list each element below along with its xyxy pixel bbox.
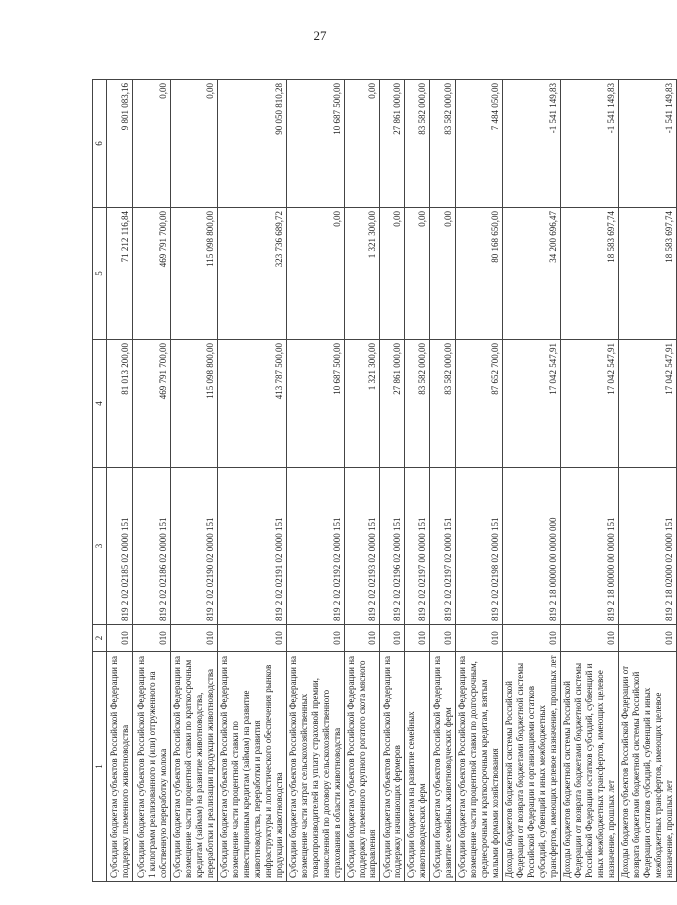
column-header: 1 xyxy=(93,652,107,882)
row-value-col6: -1 541 149,83 xyxy=(618,80,676,208)
row-code: 010 xyxy=(430,625,456,652)
row-value-col4: 81 013 200,00 xyxy=(107,340,133,468)
row-budget-code: 819 2 02 02196 02 0000 151 xyxy=(380,468,405,625)
row-budget-code: 819 2 02 02197 02 0000 151 xyxy=(430,468,456,625)
row-code: 010 xyxy=(107,625,133,652)
row-budget-code: 819 2 02 02197 00 0000 151 xyxy=(405,468,430,625)
row-description: Субсидии бюджетам субъектов Российской Федерации на поддержку племенного крупного рогатого скота мясного направления xyxy=(344,652,380,882)
row-value-col5: 0,00 xyxy=(430,208,456,340)
row-value-col5: 34 200 696,47 xyxy=(503,208,561,340)
row-value-col6: 27 861 000,00 xyxy=(380,80,405,208)
row-code: 010 xyxy=(405,625,430,652)
row-budget-code: 819 2 02 02193 02 0000 151 xyxy=(344,468,380,625)
row-value-col5: 18 583 697,74 xyxy=(561,208,619,340)
row-value-col4: 83 582 000,00 xyxy=(430,340,456,468)
row-description: Доходы бюджетов субъектов Российской Федерации от возврата бюджетами бюджетной системы Российской Федерации остатков субсидий, субвенций и иных межбюджетных трансфертов, имеющих целевое назначение, прошлых лет xyxy=(618,652,676,882)
row-budget-code: 819 2 18 00000 00 0000 151 xyxy=(561,468,619,625)
row-description: Субсидии бюджетам субъектов Российской Федерации на 1 килограмм реализованного и (или) отгруженного на собственную переработку молока xyxy=(133,652,171,882)
row-budget-code: 819 2 18 02000 02 0000 151 xyxy=(618,468,676,625)
row-value-col6: 0,00 xyxy=(344,80,380,208)
table-row xyxy=(344,80,380,882)
row-value-col4: 469 791 700,00 xyxy=(133,340,171,468)
row-value-col5: 0,00 xyxy=(286,208,344,340)
table-row xyxy=(430,80,456,882)
row-code: 010 xyxy=(561,625,619,652)
row-value-col4: 413 787 500,00 xyxy=(217,340,286,468)
table-row xyxy=(561,80,619,882)
table-row xyxy=(171,80,218,882)
row-value-col5: 469 791 700,00 xyxy=(133,208,171,340)
table-row xyxy=(133,80,171,882)
row-value-col6: 83 582 000,00 xyxy=(430,80,456,208)
row-description: Субсидии бюджетам субъектов Российской Федерации на возмещение части процентной ставки по краткосрочным кредитам (займам) на развитие животноводства, переработки и реализации продукции животноводства xyxy=(171,652,218,882)
row-description: Доходы бюджетов бюджетной системы Российской Федерации от возврата бюджетами бюджетной системы Российской Федерации и организациями остатков субсидий, субвенций и иных межбюджетных трансфертов, имеющих целевое назначение, прошлых лет xyxy=(503,652,561,882)
row-code: 010 xyxy=(133,625,171,652)
row-value-col4: 115 098 800,00 xyxy=(171,340,218,468)
row-description: Субсидии бюджетам субъектов Российской Федерации на поддержку начинающих фермеров xyxy=(380,652,405,882)
row-value-col5: 71 212 116,84 xyxy=(107,208,133,340)
row-value-col6: 83 582 000,00 xyxy=(405,80,430,208)
row-value-col4: 27 861 000,00 xyxy=(380,340,405,468)
row-code: 010 xyxy=(503,625,561,652)
row-code: 010 xyxy=(217,625,286,652)
row-value-col5: 1 321 300,00 xyxy=(344,208,380,340)
row-budget-code: 819 2 02 02192 02 0000 151 xyxy=(286,468,344,625)
row-value-col6: -1 541 149,83 xyxy=(561,80,619,208)
row-value-col4: 87 652 700,00 xyxy=(456,340,503,468)
row-value-col4: 10 687 500,00 xyxy=(286,340,344,468)
row-description: Субсидии бюджетам субъектов Российской Федерации на развитие семейных животноводческих ферм xyxy=(430,652,456,882)
column-header: 2 xyxy=(93,625,107,652)
row-value-col4: 17 042 547,91 xyxy=(618,340,676,468)
row-code: 010 xyxy=(380,625,405,652)
row-code: 010 xyxy=(618,625,676,652)
row-description: Доходы бюджетов бюджетной системы Российской Федерации от возврата бюджетами бюджетной системы Российской Федерации остатков субсидий, субвенций и иных межбюджетных трансфертов, имеющих целевое назначение, прошлых лет xyxy=(561,652,619,882)
table-row xyxy=(456,80,503,882)
row-value-col4: 17 042 547,91 xyxy=(561,340,619,468)
budget-table xyxy=(92,79,677,882)
table-row xyxy=(380,80,405,882)
table-body xyxy=(93,80,677,882)
column-header: 6 xyxy=(93,80,107,208)
table-row xyxy=(217,80,286,882)
row-value-col4: 17 042 547,91 xyxy=(503,340,561,468)
rotated-table-container xyxy=(92,80,674,882)
row-description: Субсидии бюджетам субъектов Российской Федерации на возмещение части затрат сельскохозяйственных товаропроизводителей на уплату страховой премии, начисленной по договору сельскохозяйственного страхования в области животноводства xyxy=(286,652,344,882)
row-code: 010 xyxy=(286,625,344,652)
row-value-col4: 83 582 000,00 xyxy=(405,340,430,468)
row-description: Субсидии бюджетам субъектов Российской Федерации на возмещение части процентной ставки по долгосрочным, среднесрочным и краткосрочным кредитам, взятым малыми формами хозяйствования xyxy=(456,652,503,882)
row-code: 010 xyxy=(171,625,218,652)
row-value-col6: 9 801 083,16 xyxy=(107,80,133,208)
column-header: 3 xyxy=(93,468,107,625)
row-value-col5: 80 168 650,00 xyxy=(456,208,503,340)
row-value-col5: 0,00 xyxy=(380,208,405,340)
row-value-col4: 1 321 300,00 xyxy=(344,340,380,468)
row-budget-code: 819 2 02 02190 02 0000 151 xyxy=(171,468,218,625)
column-header: 4 xyxy=(93,340,107,468)
row-budget-code: 819 2 18 00000 00 0000 000 xyxy=(503,468,561,625)
row-value-col6: 0,00 xyxy=(171,80,218,208)
row-code: 010 xyxy=(456,625,503,652)
table-row xyxy=(107,80,133,882)
row-description: Субсидии бюджетам субъектов Российской Федерации на поддержку племенного животноводства xyxy=(107,652,133,882)
page-number: 27 xyxy=(313,28,327,43)
row-value-col6: 7 484 050,00 xyxy=(456,80,503,208)
row-value-col6: -1 541 149,83 xyxy=(503,80,561,208)
row-budget-code: 819 2 02 02186 02 0000 151 xyxy=(133,468,171,625)
row-value-col6: 10 687 500,00 xyxy=(286,80,344,208)
row-description: Субсидии бюджетам субъектов Российской Федерации на возмещение части процентной ставки по инвестиционным кредитам (займам) на развитие животноводства, переработки и развития инфраструктуры и логистического обеспечения рынков продукции животноводства xyxy=(217,652,286,882)
row-code: 010 xyxy=(344,625,380,652)
row-description: Субсидии бюджетам на развитие семейных животноводческих ферм xyxy=(405,652,430,882)
table-row xyxy=(405,80,430,882)
table-row xyxy=(286,80,344,882)
row-value-col6: 90 050 810,28 xyxy=(217,80,286,208)
row-budget-code: 819 2 02 02198 02 0000 151 xyxy=(456,468,503,625)
row-budget-code: 819 2 02 02185 02 0000 151 xyxy=(107,468,133,625)
row-budget-code: 819 2 02 02191 02 0000 151 xyxy=(217,468,286,625)
row-value-col5: 0,00 xyxy=(405,208,430,340)
row-value-col5: 18 583 697,74 xyxy=(618,208,676,340)
row-value-col6: 0,00 xyxy=(133,80,171,208)
row-value-col5: 323 736 689,72 xyxy=(217,208,286,340)
row-value-col5: 115 098 800,00 xyxy=(171,208,218,340)
column-header: 5 xyxy=(93,208,107,340)
table-row xyxy=(618,80,676,882)
table-header-row xyxy=(93,80,107,882)
table-row xyxy=(503,80,561,882)
